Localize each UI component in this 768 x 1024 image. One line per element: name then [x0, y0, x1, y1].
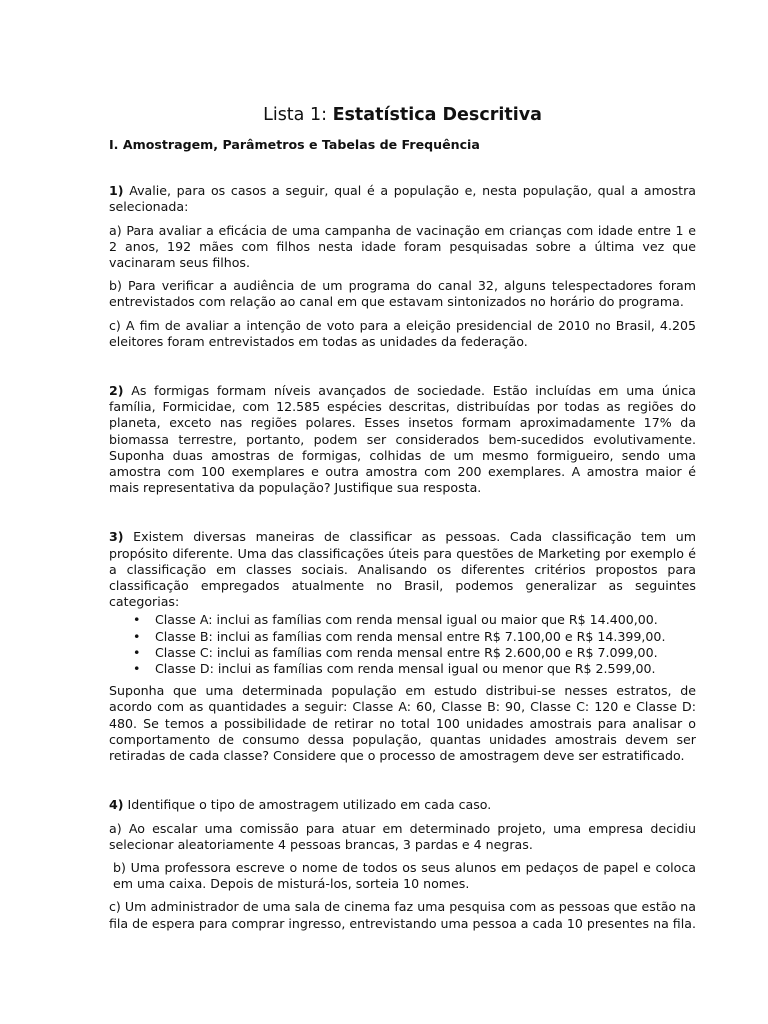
bullet-icon: • — [133, 644, 141, 660]
question-4-text: Identifique o tipo de amostragem utilizado em cada caso. — [123, 797, 492, 813]
question-4 — [109, 797, 696, 931]
question-1-item-b: b) Para verificar a audiência de um programa do canal 32, alguns telespectadores foram entrevistados com relação ao canal em que estavam sintonizados no horário do programa. — [109, 278, 696, 310]
question-2-number: 2) — [109, 383, 124, 399]
question-4-item-c: c) Um administrador de uma sala de cinema faz uma pesquisa com as pessoas que estão na fila de espera para comprar ingresso, entrevistando uma pessoa a cada 10 presentes na fila. — [109, 899, 696, 931]
list-item — [133, 628, 696, 645]
question-4-number: 4) — [109, 797, 124, 813]
question-1-item-c: c) A fim de avaliar a intenção de voto para a eleição presidencial de 2010 no Brasil, 4.205 eleitores foram entrevistados em todas as unidades da federação. — [109, 317, 696, 349]
question-3 — [109, 529, 696, 764]
question-1-number: 1) — [109, 183, 124, 199]
document-content — [109, 104, 696, 965]
question-2-text: As formigas formam níveis avançados de sociedade. Estão incluídas em uma única família, Formicidae, com 12.585 espécies descritas, distribuídas por todas as regiões do planeta, exceto nas regiões polares. Esses insetos formam aproximadamente 17% da biomassa terrestre, portanto, podem ser considerados bem-sucedidos evolutivamente. Suponha duas amostras de formigas, colhidas de um mesmo formigueiro, sendo uma amostra com 100 exemplares e outra amostra com 200 exemplares. A amostra maior é mais representativa da população? Justifique sua resposta. — [109, 383, 696, 496]
question-3-text: Existem diversas maneiras de classificar as pessoas. Cada classificação tem um propósito diferente. Uma das classificações úteis para questões de Marketing por exemplo é a classificação em classes sociais. Analisando os diferentes critérios propostos para classificação empregados atualmente no Brasil, podemos generalizar as seguintes categorias: — [109, 529, 696, 610]
bullet-icon: • — [133, 612, 141, 628]
question-4-statement — [109, 797, 696, 813]
list-item — [133, 644, 696, 661]
list-item-text: Classe A: inclui as famílias com renda mensal igual ou maior que R$ 14.400,00. — [155, 612, 658, 628]
question-1-item-a: a) Para avaliar a eficácia de uma campanha de vacinação em crianças com idade entre 1 e 2 anos, 192 mães com filhos nesta idade foram pesquisadas sobre a última vez que vacinaram seus filhos. — [109, 222, 696, 271]
bullet-icon: • — [133, 661, 141, 677]
question-2 — [109, 383, 696, 496]
title-prefix: Lista 1: — [263, 105, 333, 125]
question-1-text: Avalie, para os casos a seguir, qual é a população e, nesta população, qual a amostra selecionada: — [109, 183, 696, 215]
list-item-text: Classe C: inclui as famílias com renda mensal entre R$ 2.600,00 e R$ 7.099,00. — [155, 644, 658, 660]
question-3-statement — [109, 529, 696, 610]
list-item-text: Classe B: inclui as famílias com renda mensal entre R$ 7.100,00 e R$ 14.399,00. — [155, 628, 666, 644]
class-list — [109, 612, 696, 677]
question-1 — [109, 183, 696, 350]
question-2-statement — [109, 383, 696, 496]
page-title — [109, 104, 696, 126]
list-item — [133, 661, 696, 677]
question-3-continuation: Suponha que uma determinada população em estudo distribui-se nesses estratos, de acordo com as quantidades a seguir: Classe A: 60, Classe B: 90, Classe C: 120 e Classe D: 480. Se temos a possibilidade de retirar no total 100 unidades amostrais para analisar o comportamento de consumo dessa população, quantas unidades amostrais devem ser retiradas de cada classe? Considere que o processo de amostragem deve ser estratificado. — [109, 683, 696, 764]
section-heading: I. Amostragem, Parâmetros e Tabelas de Frequência — [109, 137, 480, 152]
bullet-icon: • — [133, 628, 141, 644]
list-item — [133, 612, 696, 628]
title-bold: Estatística Descritiva — [332, 105, 542, 125]
list-item-text: Classe D: inclui as famílias com renda mensal igual ou menor que R$ 2.599,00. — [155, 661, 656, 677]
question-4-item-b: b) Uma professora escreve o nome de todos os seus alunos em pedaços de papel e coloca em uma caixa. Depois de misturá-los, sorteia 10 nomes. — [113, 859, 696, 892]
question-3-number: 3) — [109, 529, 124, 545]
question-4-item-a: a) Ao escalar uma comissão para atuar em determinado projeto, uma empresa decidiu selecionar aleatoriamente 4 pessoas brancas, 3 pardas e 4 negras. — [109, 820, 696, 852]
question-1-statement — [109, 183, 696, 215]
